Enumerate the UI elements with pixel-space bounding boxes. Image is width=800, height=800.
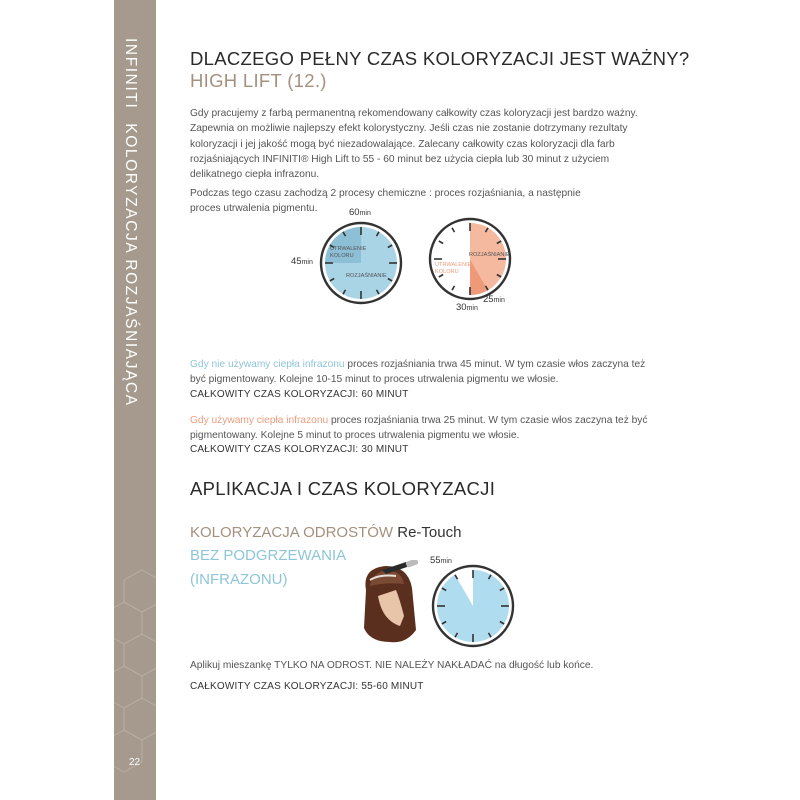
clock-retouch [430, 563, 516, 649]
section1-title: DLACZEGO PEŁNY CZAS KOLORYZACJI JEST WAŻNY? [190, 48, 690, 69]
process-paragraph: Podczas tego czasu zachodzą 2 procesy chemiczne : proces rozjaśniania, a następnie proces utrwalenia pigmentu. [190, 188, 581, 215]
clock1-label-left [291, 256, 313, 267]
sidebar-brand: INFINITI [122, 38, 139, 110]
clock1-left-unit: min [301, 259, 313, 266]
no-heat-total: CAŁKOWITY CZAS KOLORYZACJI: 60 MINUT [190, 389, 409, 400]
clock2-label-right [483, 294, 505, 305]
section1-subtitle: HIGH LIFT (12.) [190, 70, 327, 91]
section2-subtitle-part1: KOLORYZACJA ODROSTÓW [190, 524, 394, 541]
clock3-label [430, 555, 452, 566]
page-number: 22 [129, 757, 141, 768]
no-heat-paragraph [190, 357, 660, 388]
clock-no-heat [318, 220, 404, 306]
sidebar-vertical-title [121, 38, 139, 407]
sidebar-title: KOLORYZACJA ROZJAŚNIAJĄCA [122, 123, 139, 407]
section2-line3: (INFRAZONU) [190, 571, 288, 588]
section2-subtitle-part2: Re-Touch [393, 524, 462, 541]
section2-line2: BEZ PODGRZEWANIA [190, 547, 347, 564]
clock1-top-num: 60 [349, 207, 360, 218]
no-heat-highlight: Gdy nie używamy ciepła infrazonu [190, 359, 345, 370]
with-heat-text: proces rozjaśniania trwa 25 minut. W tym czasie włos zaczyna też być pigmentowany. Kolejne 5 minut to proces utrwalenia pigmentu we włosie. [190, 415, 648, 442]
clock3-unit: min [440, 558, 452, 565]
clock1-fix-label [330, 246, 366, 259]
clock2-fix-label [435, 262, 471, 275]
clock2-right-unit: min [493, 297, 505, 304]
clock1-label-top [349, 207, 371, 218]
retouch-total: CAŁKOWITY CZAS KOLORYZACJI: 55-60 MINUT [190, 681, 424, 692]
clock3-num: 55 [430, 555, 441, 566]
clock2-bottom-unit: min [466, 305, 478, 312]
clock2-fix-label-2: KOLORU [435, 268, 459, 275]
clock1-light-label: ROZJAŚNIANIE [346, 273, 387, 279]
clock2-bottom-num: 30 [456, 302, 467, 313]
section2-title: APLIKACJA I CZAS KOLORYZACJI [190, 478, 496, 499]
clock1-left-num: 45 [291, 256, 302, 267]
section2-subtitle [190, 524, 461, 541]
clock-with-heat [427, 216, 513, 302]
clock1-fix-label-1: UTRWALENIE [330, 246, 367, 252]
with-heat-paragraph [190, 413, 660, 444]
no-heat-text: proces rozjaśniania trwa 45 minut. W tym czasie włos zaczyna też być pigmentowany. Kolejne 10-15 minut to proces utrwalenia pigmentu we włosie. [190, 359, 646, 386]
clock2-right-num: 25 [483, 294, 494, 305]
intro-paragraph: Gdy pracujemy z farbą permanentną rekomendowany całkowity czas koloryzacji jest bardzo ważny. Zapewnia on możliwie najlepszy efekt kolorystyczny. Jeśli czas nie zostanie dotrzymany rezultaty koloryzacji i jej jakość mogą być niezadowalające. Zalecany całkowity czas koloryzacji dla farb rozjaśniających INFINITI® High Lift to 55 - 60 minut bez użycia ciepła lub 30 minut z użyciem delikatnego ciepła infrazonu. [190, 108, 638, 181]
clock1-fix-label-2: KOLORU [330, 252, 354, 259]
with-heat-highlight: Gdy używamy ciepła infrazonu [190, 415, 329, 426]
with-heat-total: CAŁKOWITY CZAS KOLORYZACJI: 30 MINUT [190, 444, 409, 455]
clock1-top-unit: min [359, 210, 371, 217]
retouch-instruction: Aplikuj mieszankę TYLKO NA ODROST. NIE NALEŻY NAKŁADAĆ na długość lub końce. [190, 660, 594, 671]
hair-application-illustration [356, 560, 422, 646]
clock2-fix-label-1: UTRWALENIE [435, 262, 472, 268]
clock2-label-bottom [456, 302, 478, 313]
clock2-light-label: ROZJAŚNIANIE [469, 252, 510, 258]
